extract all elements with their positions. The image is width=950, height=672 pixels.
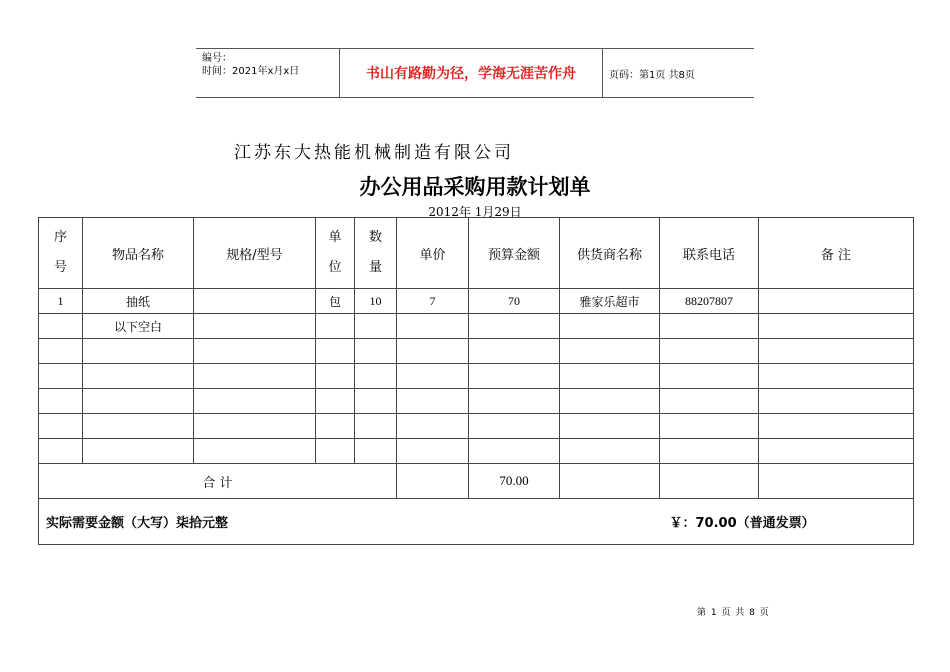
cell-unit [316, 389, 355, 414]
cell-item-name [83, 364, 194, 389]
table-row [39, 289, 914, 314]
cell-budget [469, 439, 560, 464]
col-header-quantity-char: 数 [368, 230, 382, 245]
cell-phone [660, 414, 759, 439]
col-header-remarks: 备 注 [759, 218, 914, 289]
purchase-table [38, 217, 914, 545]
cell-budget [469, 389, 560, 414]
cell-unit [316, 339, 355, 364]
cell-supplier [560, 414, 660, 439]
col-header-index [39, 218, 83, 289]
cell-unit [316, 439, 355, 464]
cell-remarks [759, 339, 914, 364]
col-header-quantity [355, 218, 397, 289]
cell-budget [469, 339, 560, 364]
actual-amount-label: 实际需要金额（大写）柒拾元整 [46, 516, 229, 531]
cell-unit [316, 314, 355, 339]
header-page-info: 页码：第1页 共8页 [609, 70, 695, 81]
cell-remarks [759, 439, 914, 464]
cell-unit [316, 414, 355, 439]
cell-index [39, 389, 83, 414]
cell-spec [194, 289, 316, 314]
cell-phone [660, 389, 759, 414]
col-header-quantity-char: 量 [368, 260, 382, 275]
col-header-unit [316, 218, 355, 289]
actual-amount-value: ￥：70.00（普通发票） [669, 516, 815, 531]
cell-index [39, 314, 83, 339]
cell-quantity [355, 339, 397, 364]
table-row [39, 339, 914, 364]
cell-remarks [759, 389, 914, 414]
doc-number-label: 编号： [202, 53, 232, 64]
col-header-index-char: 序 [53, 230, 67, 245]
cell-phone [660, 339, 759, 364]
cell-budget [469, 364, 560, 389]
cell-index [39, 439, 83, 464]
cell-item-name: 以下空白 [83, 314, 194, 339]
cell-quantity [355, 439, 397, 464]
cell-unit-price [397, 314, 469, 339]
cell-supplier [560, 339, 660, 364]
cell-item-name [83, 339, 194, 364]
cell-quantity [355, 389, 397, 414]
cell-phone [660, 364, 759, 389]
page-footer: 第 1 页 共 8 页 [697, 608, 770, 618]
table-row [39, 439, 914, 464]
cell-supplier: 雅家乐超市 [560, 289, 660, 314]
table-row [39, 364, 914, 389]
cell-quantity [355, 414, 397, 439]
col-header-unit-char: 位 [328, 260, 342, 275]
cell-unit-price [397, 439, 469, 464]
cell-index [39, 414, 83, 439]
cell-spec [194, 339, 316, 364]
cell-spec [194, 364, 316, 389]
cell-budget: 70 [469, 289, 560, 314]
cell-spec [194, 314, 316, 339]
cell-index [39, 339, 83, 364]
cell-unit-price [397, 389, 469, 414]
cell-item-name [83, 414, 194, 439]
col-header-phone: 联系电话 [660, 218, 759, 289]
cell-phone [660, 314, 759, 339]
document-date: 2012年 1月29日 [428, 205, 522, 219]
cell-supplier [560, 314, 660, 339]
total-row [39, 464, 914, 499]
header-motto: 书山有路勤为径，学海无涯苦作舟 [339, 49, 603, 97]
cell-unit: 包 [316, 289, 355, 314]
page-header [196, 48, 754, 98]
time-label: 时间：2021年x月x日 [202, 66, 300, 77]
total-amount: 70.00 [469, 464, 560, 499]
cell-phone: 88207807 [660, 289, 759, 314]
table-header-row [39, 218, 914, 289]
table-row [39, 414, 914, 439]
table-row [39, 314, 914, 339]
col-header-spec: 规格/型号 [194, 218, 316, 289]
cell-quantity [355, 364, 397, 389]
cell-spec [194, 439, 316, 464]
cell-unit-price [397, 339, 469, 364]
company-name: 江苏东大热能机械制造有限公司 [234, 143, 514, 163]
cell-remarks [759, 314, 914, 339]
total-label: 合 计 [39, 464, 397, 499]
actual-amount-row [39, 499, 914, 545]
cell-unit-price: 7 [397, 289, 469, 314]
cell-budget [469, 414, 560, 439]
total-empty-cell [560, 464, 660, 499]
cell-unit [316, 364, 355, 389]
actual-amount-cell [39, 499, 914, 545]
document-title: 办公用品采购用款计划单 [359, 175, 591, 199]
col-header-index-char: 号 [53, 260, 67, 275]
cell-index [39, 364, 83, 389]
table-row [39, 389, 914, 414]
col-header-budget: 预算金额 [469, 218, 560, 289]
col-header-item-name: 物品名称 [83, 218, 194, 289]
total-empty-cell [759, 464, 914, 499]
cell-quantity [355, 314, 397, 339]
cell-remarks [759, 364, 914, 389]
cell-remarks [759, 289, 914, 314]
cell-item-name: 抽纸 [83, 289, 194, 314]
cell-phone [660, 439, 759, 464]
col-header-unit-char: 单 [328, 230, 342, 245]
cell-spec [194, 414, 316, 439]
col-header-supplier: 供货商名称 [560, 218, 660, 289]
cell-index: 1 [39, 289, 83, 314]
table-body [39, 289, 914, 464]
total-empty-cell [660, 464, 759, 499]
col-header-unit-price: 单价 [397, 218, 469, 289]
cell-supplier [560, 439, 660, 464]
cell-unit-price [397, 414, 469, 439]
total-empty-cell [397, 464, 469, 499]
cell-budget [469, 314, 560, 339]
cell-spec [194, 389, 316, 414]
cell-supplier [560, 389, 660, 414]
cell-remarks [759, 414, 914, 439]
cell-item-name [83, 439, 194, 464]
header-left [202, 52, 299, 78]
cell-quantity: 10 [355, 289, 397, 314]
cell-unit-price [397, 364, 469, 389]
cell-item-name [83, 389, 194, 414]
cell-supplier [560, 364, 660, 389]
